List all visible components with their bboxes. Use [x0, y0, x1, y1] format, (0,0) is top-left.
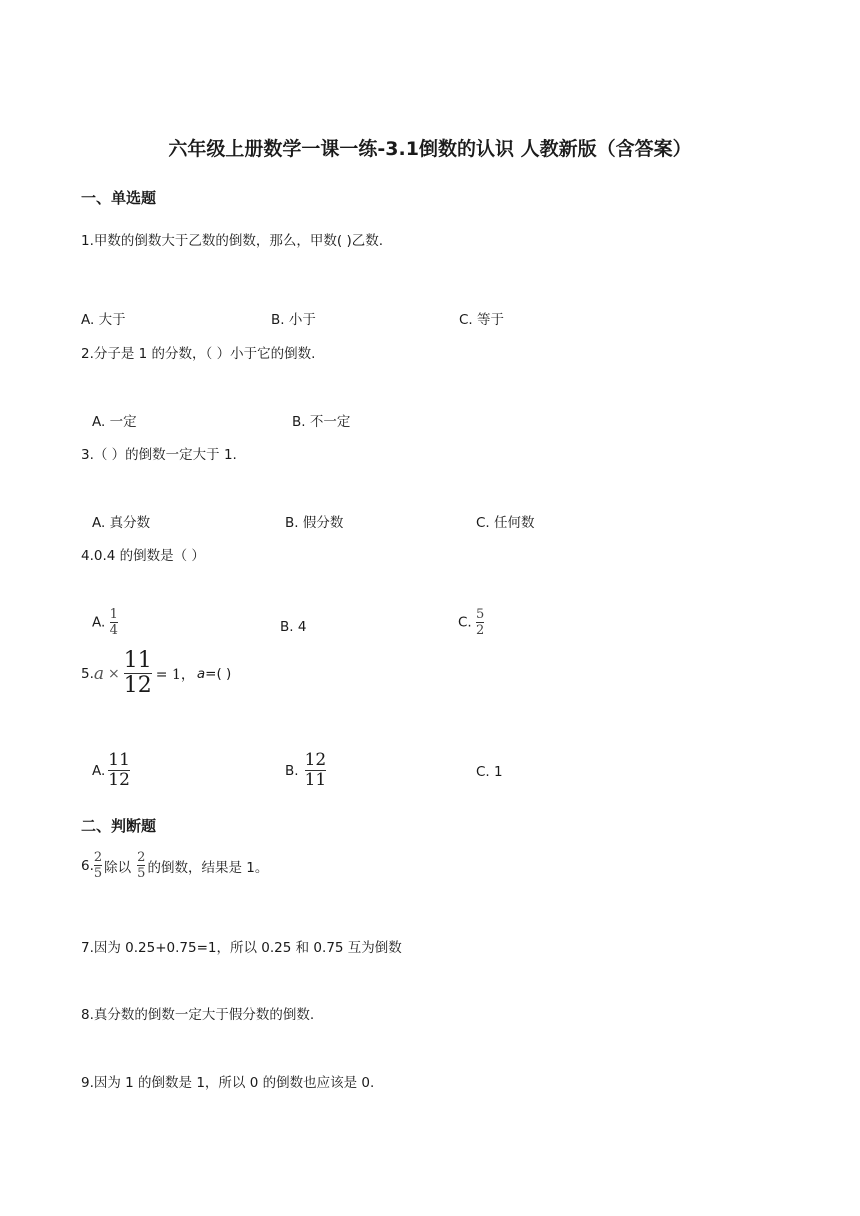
question-2: 2.分子是 1 的分数，（ ）小于它的倒数. — [81, 346, 316, 362]
q2-option-b: B. 不一定 — [292, 414, 351, 430]
q4-option-a-label: A. — [92, 614, 106, 631]
q2-option-a: A. 一定 — [92, 414, 137, 430]
q4-option-c-label: C. — [458, 614, 472, 631]
question-7: 7.因为 0.25+0.75=1，所以 0.25 和 0.75 互为倒数 — [81, 940, 402, 956]
question-1: 1.甲数的倒数大于乙数的倒数，那么，甲数( )乙数. — [81, 233, 383, 249]
q4-option-a — [92, 608, 118, 637]
fraction-two-fifths: $\frac{2}{5}$ — [93, 850, 103, 881]
q5-option-b — [285, 752, 326, 789]
q6-divide-text: 除以 — [104, 859, 132, 876]
q1-option-a: A. 大于 — [81, 312, 126, 328]
document-title: 六年级上册数学一课一练-3.1倒数的认识 人教新版（含答案） — [168, 138, 692, 160]
q5-variable: a — [93, 663, 105, 684]
question-5 — [81, 650, 231, 697]
question-6 — [81, 851, 268, 880]
section-heading-single-choice: 一、单选题 — [81, 189, 157, 207]
q5-equals: = 1， — [155, 666, 195, 683]
question-3: 3.（ ）的倒数一定大于 1. — [81, 447, 237, 463]
q5-option-b-label: B. — [285, 762, 299, 779]
q5-option-c: C. 1 — [476, 764, 503, 780]
q3-option-a: A. 真分数 — [92, 515, 151, 531]
q5-option-a-label: A. — [92, 762, 106, 779]
q3-option-c: C. 任何数 — [476, 515, 535, 531]
q5-tail-variable: a — [196, 665, 206, 682]
question-8: 8.真分数的倒数一定大于假分数的倒数. — [81, 1007, 315, 1023]
fraction-twelve-elevenths-option: $\frac{12}{11}$ — [304, 750, 327, 790]
q5-times-sign: × — [108, 665, 120, 682]
q1-option-b: B. 小于 — [271, 312, 316, 328]
q5-tail: =( ) — [205, 665, 232, 682]
question-9: 9.因为 1 的倒数是 1，所以 0 的倒数也应该是 0. — [81, 1075, 375, 1091]
question-4: 4.0.4 的倒数是（ ） — [81, 548, 205, 564]
fraction-eleven-twelfths: $\frac{11}{12}$ — [123, 648, 152, 698]
q3-option-b: B. 假分数 — [285, 515, 344, 531]
q5-option-a — [92, 752, 130, 789]
q6-tail: 的倒数，结果是 1。 — [147, 859, 269, 876]
section-heading-true-false: 二、判断题 — [81, 817, 157, 835]
fraction-one-quarter: $\frac{1}{4}$ — [109, 607, 118, 638]
fraction-eleven-twelfths-option: $\frac{11}{12}$ — [108, 750, 130, 790]
q1-option-c: C. 等于 — [459, 312, 505, 328]
q4-option-b: B. 4 — [280, 619, 307, 635]
fraction-five-halves: $\frac{5}{2}$ — [476, 607, 485, 638]
q5-number: 5. — [81, 665, 94, 682]
fraction-two-fifths-second: $\frac{2}{5}$ — [137, 850, 146, 881]
q6-number: 6. — [81, 857, 94, 874]
q4-option-c — [458, 608, 484, 637]
